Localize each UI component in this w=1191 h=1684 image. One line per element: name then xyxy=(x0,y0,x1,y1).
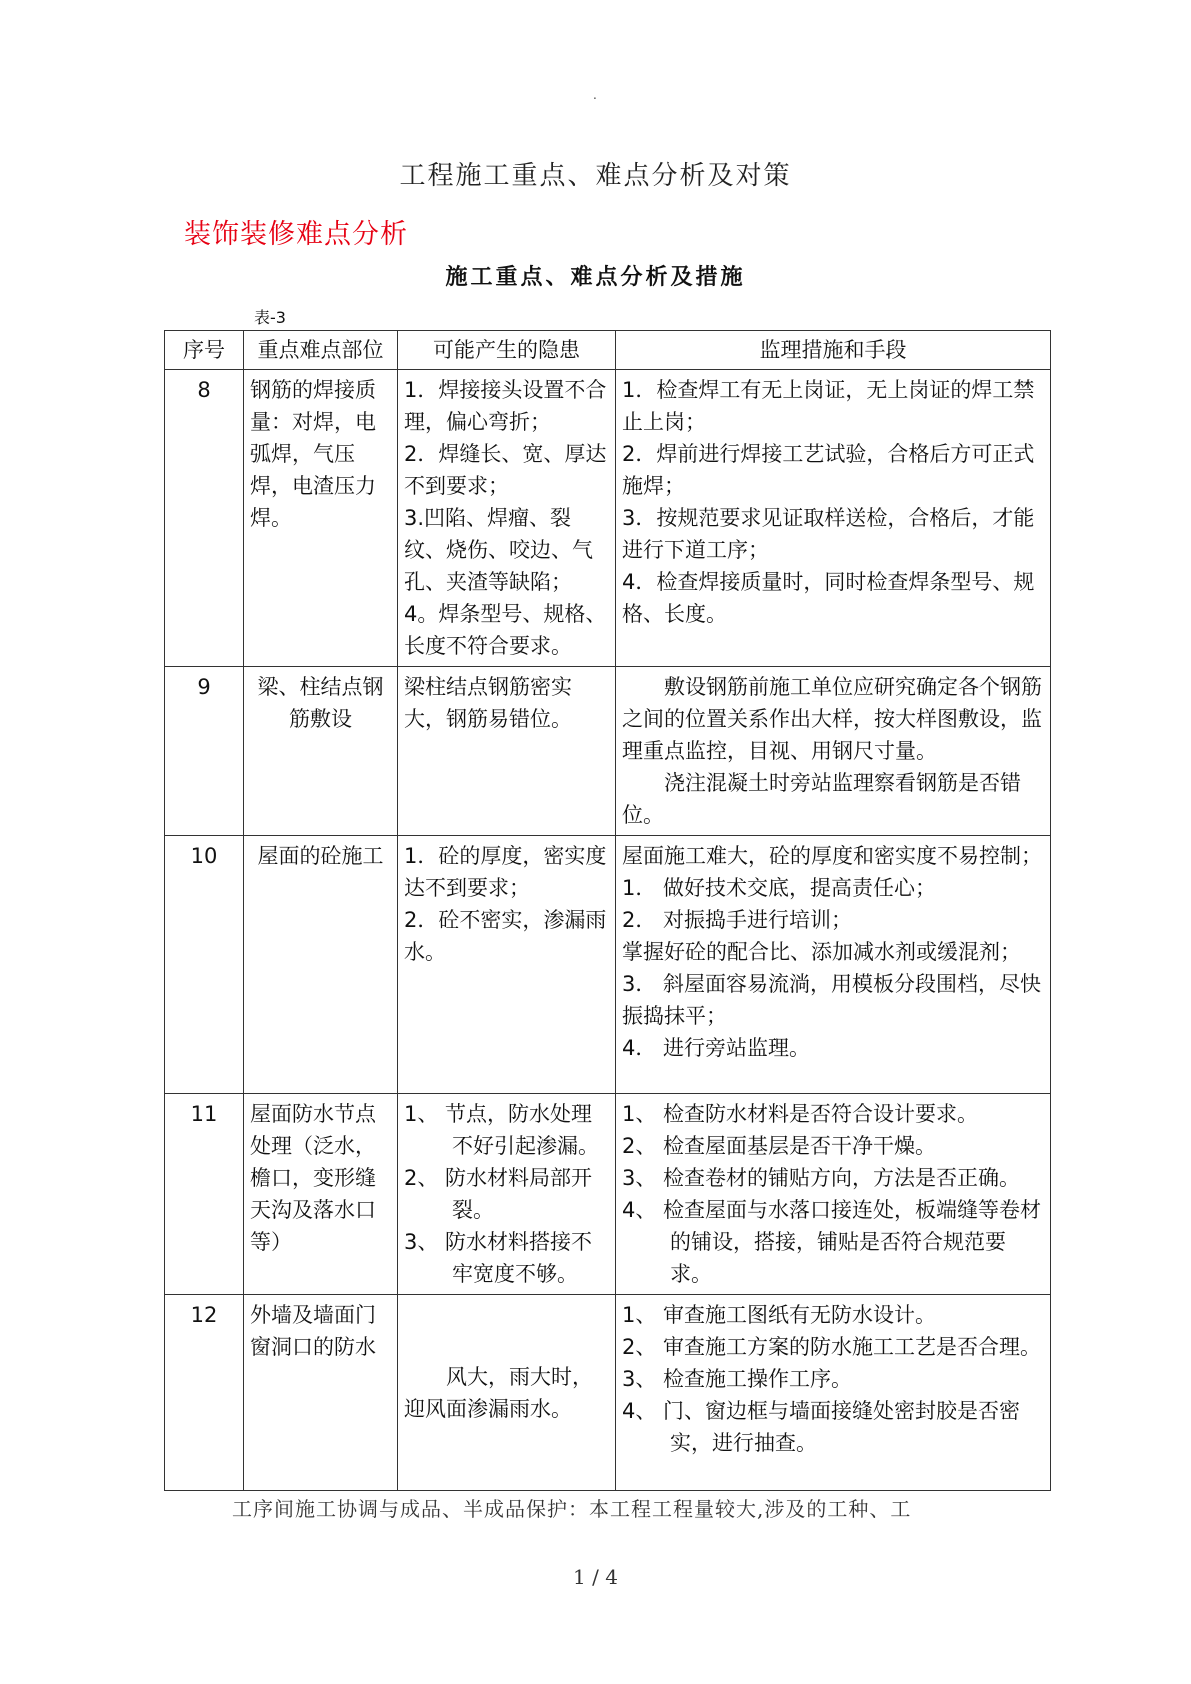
key-part: 屋面防水节点处理（泛水，檐口，变形缝天沟及落水口等） xyxy=(244,1094,398,1295)
risks-cell xyxy=(398,836,616,1094)
measure-item: 1、 审查施工图纸有无防水设计。 xyxy=(622,1303,937,1327)
measures-cell xyxy=(616,1094,1051,1295)
column-header: 可能产生的隐患 xyxy=(398,331,616,370)
table-row xyxy=(165,836,1051,1094)
section-heading: 装饰装修难点分析 xyxy=(184,219,408,250)
measure-item: 掌握好砼的配合比、添加减水剂或缓混剂； xyxy=(622,940,1021,964)
table-row xyxy=(165,1094,1051,1295)
measure-item: 4、 门、窗边框与墙面接缝处密封胶是否密实，进行抽查。 xyxy=(622,1399,1021,1455)
row-number: 11 xyxy=(165,1094,244,1295)
table-row xyxy=(165,1295,1051,1491)
row-number: 12 xyxy=(165,1295,244,1491)
risk-item: 梁柱结点钢筋密实大，钢筋易错位。 xyxy=(404,675,572,731)
measures-cell xyxy=(616,1295,1051,1491)
measure-item: 2． 对振捣手进行培训； xyxy=(622,908,853,932)
column-header: 序号 xyxy=(165,331,244,370)
risks-cell xyxy=(398,667,616,836)
measure-item: 3．按规范要求见证取样送检，合格后，才能进行下道工序； xyxy=(622,506,1035,562)
measure-item: 1、 检查防水材料是否符合设计要求。 xyxy=(622,1102,979,1126)
risks-cell xyxy=(398,1094,616,1295)
measure-item: 3、 检查卷材的铺贴方向，方法是否正确。 xyxy=(622,1166,1021,1190)
row-number: 8 xyxy=(165,370,244,667)
column-header: 监理措施和手段 xyxy=(616,331,1051,370)
measure-item: 1．检查焊工有无上岗证，无上岗证的焊工禁止上岗； xyxy=(622,378,1035,434)
measure-item: 4、 检查屋面与水落口接连处，板端缝等卷材的铺设，搭接，铺贴是否符合规范要求。 xyxy=(622,1198,1042,1286)
measure-item: 3． 斜屋面容易流淌，用模板分段围档，尽快振捣抹平； xyxy=(622,972,1042,1028)
key-part: 钢筋的焊接质量：对焊，电弧焊，气压焊，电渣压力焊。 xyxy=(244,370,398,667)
risk-item: 2、 防水材料局部开裂。 xyxy=(404,1166,593,1222)
analysis-table xyxy=(164,330,1051,1491)
risk-item: 2．焊缝长、宽、厚达不到要求； xyxy=(404,442,607,498)
measure-item: 2．焊前进行焊接工艺试验，合格后方可正式施焊； xyxy=(622,442,1035,498)
risk-item: 1．焊接接头设置不合理，偏心弯折； xyxy=(404,378,607,434)
row-number: 10 xyxy=(165,836,244,1094)
risk-item: 3.凹陷、焊瘤、裂纹、烧伤、咬边、气孔、夹渣等缺陷； xyxy=(404,506,593,594)
column-header: 重点难点部位 xyxy=(244,331,398,370)
body-paragraph: 工序间施工协调与成品、半成品保护：本工程工程量较大,涉及的工种、工 xyxy=(232,1497,912,1521)
risk-item: 风大，雨大时，迎风面渗漏雨水。 xyxy=(404,1364,593,1421)
measure-item: 浇注混凝土时旁站监理察看钢筋是否错位。 xyxy=(622,771,1021,827)
table-row xyxy=(165,667,1051,836)
measure-item: 屋面施工难大，砼的厚度和密实度不易控制； xyxy=(622,844,1042,868)
risk-item: 3、 防水材料搭接不牢宽度不够。 xyxy=(404,1230,593,1286)
risk-item: 4。焊条型号、规格、长度不符合要求。 xyxy=(404,602,607,658)
document-title: 工程施工重点、难点分析及对策 xyxy=(399,161,792,191)
key-part: 外墙及墙面门窗洞口的防水 xyxy=(244,1295,398,1491)
risks-cell xyxy=(398,370,616,667)
measure-item: 2、 审查施工方案的防水施工工艺是否合理。 xyxy=(622,1335,1042,1359)
measures-cell xyxy=(616,836,1051,1094)
measure-item: 3、 检查施工操作工序。 xyxy=(622,1367,853,1391)
header-mark: . xyxy=(593,88,597,102)
table-title: 施工重点、难点分析及措施 xyxy=(445,265,746,290)
page-number: 1 / 4 xyxy=(573,1565,618,1589)
risk-item: 1、 节点，防水处理不好引起渗漏。 xyxy=(404,1102,599,1158)
measures-cell xyxy=(616,667,1051,836)
measure-item: 4． 进行旁站监理。 xyxy=(622,1036,811,1060)
measure-item: 1． 做好技术交底，提高责任心； xyxy=(622,876,937,900)
measure-item: 敷设钢筋前施工单位应研究确定各个钢筋之间的位置关系作出大样，按大样图敷设，监理重点监控，目视、用钢尺寸量。 xyxy=(622,675,1042,763)
risks-cell xyxy=(398,1295,616,1491)
key-part: 梁、柱结点钢筋敷设 xyxy=(244,667,398,836)
measures-cell xyxy=(616,370,1051,667)
risk-item: 1．砼的厚度，密实度达不到要求； xyxy=(404,844,607,900)
table-header-row xyxy=(165,331,1051,370)
risk-item: 2．砼不密实，渗漏雨水。 xyxy=(404,908,607,964)
table-row xyxy=(165,370,1051,667)
key-part: 屋面的砼施工 xyxy=(244,836,398,1094)
row-number: 9 xyxy=(165,667,244,836)
measure-item: 2、 检查屋面基层是否干净干燥。 xyxy=(622,1134,937,1158)
table-label: 表-3 xyxy=(254,308,286,327)
measure-item: 4．检查焊接质量时，同时检查焊条型号、规格、长度。 xyxy=(622,570,1035,626)
